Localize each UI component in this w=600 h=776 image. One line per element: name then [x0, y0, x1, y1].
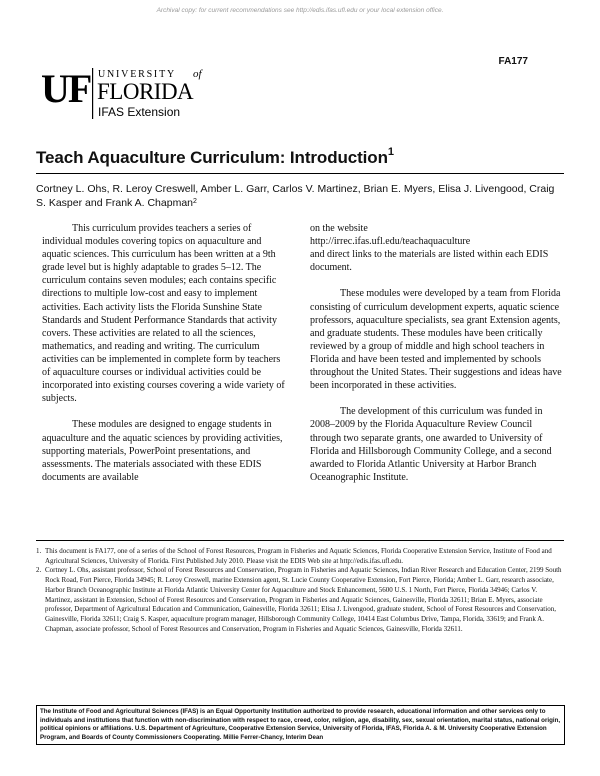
document-code: FA177: [498, 56, 528, 67]
of-word: of: [193, 68, 202, 80]
university-word: UNIVERSITY: [98, 69, 176, 80]
footnote: [36, 566, 564, 634]
title-rule: [36, 173, 564, 174]
archive-note: Archival copy: for current recommendations see http://edis.ifas.ufl.edu or your local extension office.: [156, 7, 444, 14]
title-text: Teach Aquaculture Curriculum: Introduction: [36, 148, 388, 167]
florida-word: FLORIDA: [97, 79, 194, 104]
curriculum-url-link[interactable]: http://irrec.ifas.ufl.edu/teachaquaculture: [310, 236, 471, 248]
continuation-text: on the website: [310, 223, 368, 234]
continuation-text-end: and direct links to the materials are listed within each EDIS document.: [310, 249, 549, 274]
authors-text: Cortney L. Ohs, R. Leroy Creswell, Amber L. Garr, Carlos V. Martinez, Brian E. Myers, Elisa J. Livengood, Craig S. Kasper and Frank A. Chapman: [36, 183, 555, 209]
uf-ifas-extension-logo: [41, 66, 221, 122]
body-column-right: [310, 222, 562, 497]
authors-footnote-ref: 2: [193, 198, 197, 205]
paragraph: These modules were developed by a team from Florida consisting of curriculum development experts, aquatic science professors, aquaculture specialists, sea grant Extension agents, and graduate students. These modules have been critically reviewed by a group of middle and high school teachers in Florida and have been tested and implemented by schools throughout the United States. Their suggestions and ideas have been incorporated in these activities.: [310, 288, 562, 392]
paragraph-continuation: [310, 222, 562, 274]
footnote: [36, 547, 564, 566]
body-column-left: [42, 222, 289, 497]
footnote-rule: [36, 540, 564, 541]
paragraph: These modules are designed to engage students in aquaculture and the aquatic sciences by providing activities, supporting materials, PowerPoint presentations, and assessments. The materials associated with these EDIS documents are available: [42, 419, 283, 483]
logo-divider: [92, 68, 93, 119]
page-title: [36, 148, 394, 168]
footnote-text: This document is FA177, one of a series of the School of Forest Resources, Program in Fisheries and Aquatic Sciences, Florida Cooperative Extension Service, Institute of Food and Agricultural Sciences, University of Florida. First Published July 2010. Please visit the EDIS Web site at http://edis.ifas.ufl.edu.: [45, 547, 552, 565]
footnotes: [36, 547, 564, 634]
footnote-number: 2.: [36, 566, 42, 575]
paragraph: This curriculum provides teachers a series of individual modules covering topics on aquaculture and aquatic sciences. This curriculum has been written at a 9th grade level but is highly adaptable to grades 5–12. The curriculum contains seven modules; each contains specific directions to multiple low-cost and easy to implement activities. Each activity lists the Florida Sunshine State Standards and Student Performance Standards that activity covers. These activities are related to all the sciences, mathematics, and reading and writing. The curriculum activities can be implemented in complete form by teachers of aquaculture courses or individual activities could be incorporated into existing courses covering a wide variety of subjects.: [42, 223, 285, 405]
footnote-number: 1.: [36, 547, 42, 555]
authors: [36, 182, 566, 210]
uf-mark: UF: [41, 66, 91, 111]
title-footnote-ref: 1: [387, 146, 394, 158]
equal-opportunity-statement: The Institute of Food and Agricultural Sciences (IFAS) is an Equal Opportunity Institution authorized to provide research, educational information and other services only to individuals and institutions that function with non-discrimination with respect to race, creed, color, religion, age, disability, sex, sexual orientation, marital status, national origin, political opinions or affiliations. U.S. Department of Agriculture, Cooperative Extension Service, University of Florida, IFAS, Florida A. & M. University Cooperative Extension Program, and Boards of County Commissioners Cooperating. Millie Ferrer-Chancy, Interim Dean: [36, 705, 565, 745]
paragraph: The development of this curriculum was funded in 2008–2009 by the Florida Aquaculture Review Council through two separate grants, one awarded to University of Florida and Hillsborough Community College, and a second awarded to Florida Atlantic University at Harbor Branch Oceanographic Institute.: [310, 406, 552, 483]
footnote-text: Cortney L. Ohs, assistant professor, School of Forest Resources and Conservation, Program in Fisheries and Aquatic Sciences, Indian River Research and Education Center, 2199 South Rock Road, Fort Pierce, Florida 34945; R. Leroy Creswell, marine Extension agent, St. Lucie County Cooperative Extension, Fort Pierce, Florida; Amber L. Garr, research associate, Harbor Branch Oceanographic Institute at Florida Atlantic University Center for Aquaculture and Stock Enhancement, 5600 U.S. 1 North, Fort Pierce, Florida 34946; Carlos V. Martinez, assistant in Extension, School of Forest Resources and Conservation, Program in Fisheries and Aquatic Sciences, Gainesville, Florida 32611; Brian E. Myers, associate professor, Department of Agricultural Education and Communication, Gainesville, Florida 32611; Elisa J. Livengood, graduate student, School of Forest Resources and Conservation, Gainesville, Florida 32611; Craig S. Kasper, aquaculture program manager, Hillsborough Community College, 10414 East Columbus Drive, Tampa, Florida, 33619; and Frank A. Chapman, associate professor, School of Forest Resources and Conservation, Program in Fisheries and Aquatic Sciences, Gainesville, Florida 32611.: [45, 566, 562, 633]
ifas-extension-word: IFAS Extension: [98, 105, 181, 119]
